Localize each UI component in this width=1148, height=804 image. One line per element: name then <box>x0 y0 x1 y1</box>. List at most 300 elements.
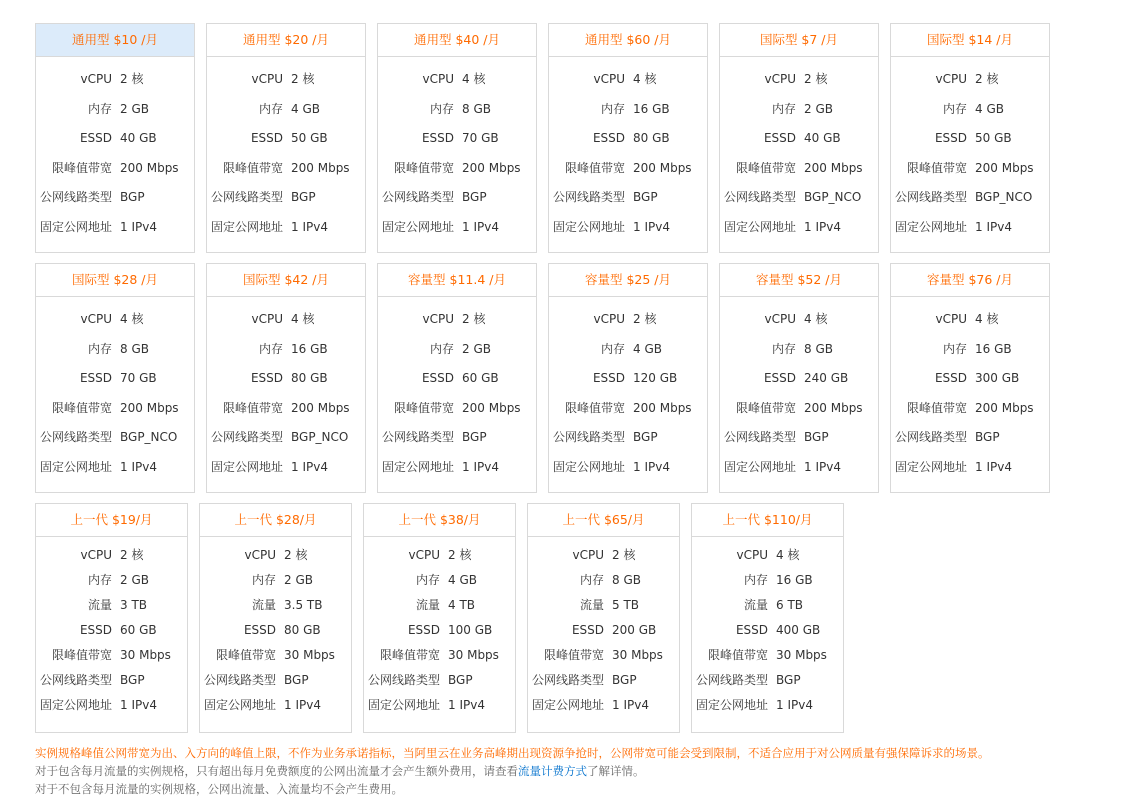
plan-card[interactable] <box>377 23 537 253</box>
spec-row <box>720 154 878 184</box>
spec-label: 流量 <box>415 598 440 612</box>
spec-value: 2 核 <box>120 548 144 562</box>
spec-row <box>36 95 194 125</box>
spec-value: 4 核 <box>462 72 486 86</box>
plan-card[interactable] <box>548 263 708 493</box>
spec-row <box>891 394 1049 424</box>
spec-value: 1 IPv4 <box>633 219 670 234</box>
spec-row <box>891 124 1049 154</box>
spec-label: ESSD <box>592 131 625 145</box>
plan-row-2 <box>35 263 1061 493</box>
spec-row <box>891 65 1049 95</box>
spec-row <box>720 213 878 243</box>
spec-row <box>692 693 843 718</box>
spec-label: 流量 <box>579 598 604 612</box>
plan-specs <box>378 57 536 242</box>
spec-label: 公网线路类型 <box>367 673 440 687</box>
spec-label: 限峰值带宽 <box>393 160 454 175</box>
spec-value: BGP <box>291 190 316 204</box>
spec-value: 8 GB <box>804 341 833 356</box>
spec-value: 200 Mbps <box>120 400 179 415</box>
spec-value: 1 IPv4 <box>612 698 649 712</box>
spec-label: 公网线路类型 <box>894 430 967 444</box>
spec-value: 2 核 <box>612 548 636 562</box>
spec-row <box>549 305 707 335</box>
spec-label: vCPU <box>408 548 440 562</box>
plan-price-title: 上一代 $110/月 <box>692 504 843 537</box>
spec-row <box>364 593 515 618</box>
spec-label: vCPU <box>80 312 112 326</box>
spec-value: 30 Mbps <box>284 648 335 662</box>
spec-label: 限峰值带宽 <box>379 648 440 662</box>
spec-value: 1 IPv4 <box>291 219 328 234</box>
spec-value: 70 GB <box>120 371 157 385</box>
spec-row <box>36 543 187 568</box>
plan-card[interactable] <box>719 263 879 493</box>
spec-label: 流量 <box>251 598 276 612</box>
spec-label: 限峰值带宽 <box>51 160 112 175</box>
spec-label: 内存 <box>429 101 454 116</box>
spec-row <box>200 668 351 693</box>
spec-row <box>36 618 187 643</box>
spec-label: vCPU <box>244 548 276 562</box>
spec-row <box>378 95 536 125</box>
spec-row <box>364 568 515 593</box>
spec-row <box>720 124 878 154</box>
spec-label: 公网线路类型 <box>552 430 625 444</box>
spec-value: 2 GB <box>120 573 149 587</box>
plan-price-title: 上一代 $65/月 <box>528 504 679 537</box>
spec-row <box>378 394 536 424</box>
spec-row <box>36 453 194 483</box>
spec-label: 固定公网地址 <box>367 698 440 712</box>
spec-row <box>36 693 187 718</box>
spec-label: 公网线路类型 <box>723 430 796 444</box>
spec-value: 240 GB <box>804 371 849 385</box>
spec-label: ESSD <box>243 623 276 637</box>
spec-row <box>200 618 351 643</box>
plan-card[interactable] <box>35 23 195 253</box>
spec-value: 200 Mbps <box>804 160 863 175</box>
spec-row <box>720 335 878 365</box>
spec-value: BGP <box>284 673 309 687</box>
spec-row <box>692 543 843 568</box>
spec-value: BGP <box>120 673 145 687</box>
spec-value: 1 IPv4 <box>633 459 670 474</box>
spec-row <box>207 453 365 483</box>
spec-label: 公网线路类型 <box>723 190 796 204</box>
spec-value: 400 GB <box>776 623 821 637</box>
spec-label: 内存 <box>87 341 112 356</box>
spec-label: 限峰值带宽 <box>735 400 796 415</box>
spec-value: 8 GB <box>462 101 491 116</box>
plan-card[interactable] <box>199 503 352 733</box>
spec-label: ESSD <box>79 131 112 145</box>
spec-label: vCPU <box>422 312 454 326</box>
plan-specs <box>200 537 351 718</box>
spec-row <box>692 568 843 593</box>
spec-row <box>891 183 1049 213</box>
spec-value: 2 核 <box>462 312 486 326</box>
spec-row <box>692 643 843 668</box>
spec-row <box>200 543 351 568</box>
spec-row <box>720 394 878 424</box>
plan-card[interactable] <box>691 503 844 733</box>
plan-specs <box>36 57 194 242</box>
spec-value: 200 Mbps <box>633 160 692 175</box>
spec-row <box>549 95 707 125</box>
spec-label: 公网线路类型 <box>552 190 625 204</box>
spec-label: ESSD <box>250 131 283 145</box>
spec-row <box>36 335 194 365</box>
spec-row <box>720 305 878 335</box>
traffic-billing-note <box>35 762 1135 780</box>
spec-row <box>207 213 365 243</box>
spec-label: 公网线路类型 <box>210 190 283 204</box>
plan-price-title: 上一代 $28/月 <box>200 504 351 537</box>
spec-value: 4 核 <box>291 312 315 326</box>
traffic-note-prefix: 对于包含每月流量的实例规格，只有超出每月免费额度的公网出流量才会产生额外费用，请查看 <box>35 764 518 778</box>
spec-label: 公网线路类型 <box>39 673 112 687</box>
spec-value: 200 Mbps <box>462 160 521 175</box>
spec-value: 200 Mbps <box>120 160 179 175</box>
spec-label: vCPU <box>80 72 112 86</box>
spec-label: 内存 <box>251 573 276 587</box>
traffic-note-suffix: 了解详情。 <box>587 764 645 778</box>
spec-value: 100 GB <box>448 623 493 637</box>
spec-row <box>549 423 707 453</box>
spec-value: 2 核 <box>975 72 999 86</box>
spec-label: 公网线路类型 <box>695 673 768 687</box>
spec-row <box>36 364 194 394</box>
spec-label: 公网线路类型 <box>531 673 604 687</box>
plan-card[interactable] <box>35 263 195 493</box>
spec-value: 30 Mbps <box>776 648 827 662</box>
spec-row <box>200 593 351 618</box>
spec-label: 公网线路类型 <box>381 430 454 444</box>
spec-row <box>378 154 536 184</box>
spec-label: ESSD <box>407 623 440 637</box>
spec-value: 30 Mbps <box>120 648 171 662</box>
plan-specs <box>692 537 843 718</box>
spec-row <box>528 543 679 568</box>
spec-row <box>207 95 365 125</box>
spec-value: BGP <box>462 430 487 444</box>
spec-row <box>891 335 1049 365</box>
spec-label: ESSD <box>421 131 454 145</box>
spec-row <box>549 364 707 394</box>
spec-row <box>378 453 536 483</box>
plan-price-title: 通用型 $20 /月 <box>207 24 365 57</box>
spec-label: vCPU <box>251 72 283 86</box>
plan-card[interactable] <box>890 263 1050 493</box>
spec-value: 1 IPv4 <box>284 698 321 712</box>
plan-specs <box>207 297 365 482</box>
spec-value: 2 GB <box>462 341 491 356</box>
spec-row <box>549 65 707 95</box>
spec-label: 限峰值带宽 <box>707 648 768 662</box>
spec-label: 固定公网地址 <box>381 459 454 474</box>
spec-value: 1 IPv4 <box>975 459 1012 474</box>
footnotes <box>35 744 1135 798</box>
plan-price-title: 通用型 $40 /月 <box>378 24 536 57</box>
spec-label: 内存 <box>771 341 796 356</box>
spec-row <box>720 183 878 213</box>
spec-value: 8 GB <box>612 573 641 587</box>
plan-price-title: 国际型 $42 /月 <box>207 264 365 297</box>
spec-value: BGP <box>120 190 145 204</box>
spec-row <box>891 423 1049 453</box>
spec-label: 限峰值带宽 <box>735 160 796 175</box>
spec-row <box>378 213 536 243</box>
spec-row <box>36 65 194 95</box>
spec-label: 限峰值带宽 <box>51 648 112 662</box>
plan-price-title: 国际型 $7 /月 <box>720 24 878 57</box>
plan-specs <box>549 297 707 482</box>
spec-label: vCPU <box>935 312 967 326</box>
spec-value: 1 IPv4 <box>120 219 157 234</box>
spec-label: 固定公网地址 <box>894 459 967 474</box>
plan-specs <box>720 57 878 242</box>
spec-row <box>36 394 194 424</box>
spec-value: BGP_NCO <box>804 190 862 204</box>
spec-label: ESSD <box>934 131 967 145</box>
plan-card[interactable] <box>206 23 366 253</box>
spec-value: 80 GB <box>291 371 328 385</box>
spec-label: 固定公网地址 <box>552 219 625 234</box>
spec-label: vCPU <box>736 548 768 562</box>
spec-row <box>692 668 843 693</box>
spec-row <box>528 668 679 693</box>
spec-value: 70 GB <box>462 131 499 145</box>
spec-value: 30 Mbps <box>612 648 663 662</box>
spec-value: 16 GB <box>291 341 328 356</box>
plan-card[interactable] <box>206 263 366 493</box>
spec-label: 限峰值带宽 <box>215 648 276 662</box>
spec-label: ESSD <box>250 371 283 385</box>
spec-label: 固定公网地址 <box>39 459 112 474</box>
no-traffic-note: 对于不包含每月流量的实例规格，公网出流量、入流量均不会产生费用。 <box>35 782 403 796</box>
spec-label: 固定公网地址 <box>203 698 276 712</box>
spec-row <box>36 643 187 668</box>
spec-value: 50 GB <box>291 131 328 145</box>
plan-specs <box>364 537 515 718</box>
spec-value: 4 核 <box>975 312 999 326</box>
spec-value: 2 核 <box>291 72 315 86</box>
spec-label: 固定公网地址 <box>210 219 283 234</box>
plan-card[interactable] <box>377 263 537 493</box>
spec-label: ESSD <box>79 623 112 637</box>
spec-value: 200 Mbps <box>291 160 350 175</box>
spec-value: 2 GB <box>284 573 313 587</box>
spec-label: ESSD <box>421 371 454 385</box>
spec-value: 120 GB <box>633 371 678 385</box>
spec-value: BGP <box>975 430 1000 444</box>
plan-row-3 <box>35 503 855 733</box>
plan-price-title: 容量型 $11.4 /月 <box>378 264 536 297</box>
spec-value: 50 GB <box>975 131 1012 145</box>
plan-card[interactable] <box>719 23 879 253</box>
spec-value: 4 GB <box>975 101 1004 116</box>
spec-row <box>364 543 515 568</box>
spec-label: vCPU <box>572 548 604 562</box>
spec-row <box>207 423 365 453</box>
spec-label: 限峰值带宽 <box>393 400 454 415</box>
plan-specs <box>891 57 1049 242</box>
spec-label: 固定公网地址 <box>695 698 768 712</box>
spec-row <box>720 453 878 483</box>
spec-row <box>549 394 707 424</box>
spec-value: 300 GB <box>975 371 1020 385</box>
spec-label: 固定公网地址 <box>552 459 625 474</box>
spec-value: 1 IPv4 <box>804 219 841 234</box>
spec-value: 4 TB <box>448 598 476 612</box>
spec-value: 6 TB <box>776 598 804 612</box>
spec-label: 限峰值带宽 <box>564 400 625 415</box>
spec-label: vCPU <box>593 312 625 326</box>
spec-label: 固定公网地址 <box>381 219 454 234</box>
traffic-billing-link[interactable]: 流量计费方式 <box>518 764 587 778</box>
plan-price-title: 通用型 $10 /月 <box>36 24 194 57</box>
spec-row <box>549 335 707 365</box>
spec-row <box>720 423 878 453</box>
spec-row <box>207 124 365 154</box>
spec-label: ESSD <box>934 371 967 385</box>
plan-price-title: 容量型 $52 /月 <box>720 264 878 297</box>
spec-row <box>378 364 536 394</box>
spec-value: 2 核 <box>804 72 828 86</box>
spec-value: 80 GB <box>284 623 321 637</box>
spec-value: 4 核 <box>804 312 828 326</box>
spec-value: 2 GB <box>120 101 149 116</box>
spec-row <box>207 65 365 95</box>
plan-specs <box>549 57 707 242</box>
plan-price-title: 上一代 $38/月 <box>364 504 515 537</box>
spec-row <box>36 305 194 335</box>
spec-label: 流量 <box>87 598 112 612</box>
spec-label: 内存 <box>415 573 440 587</box>
spec-value: BGP <box>633 190 658 204</box>
spec-value: BGP_NCO <box>975 190 1033 204</box>
spec-value: 4 核 <box>633 72 657 86</box>
spec-value: 30 Mbps <box>448 648 499 662</box>
spec-label: 限峰值带宽 <box>564 160 625 175</box>
spec-row <box>720 364 878 394</box>
spec-row <box>200 643 351 668</box>
spec-row <box>378 335 536 365</box>
spec-label: ESSD <box>571 623 604 637</box>
spec-label: 公网线路类型 <box>39 430 112 444</box>
spec-row <box>364 643 515 668</box>
spec-row <box>36 154 194 184</box>
spec-label: 限峰值带宽 <box>51 400 112 415</box>
plan-price-title: 容量型 $25 /月 <box>549 264 707 297</box>
spec-label: 内存 <box>429 341 454 356</box>
spec-label: 限峰值带宽 <box>543 648 604 662</box>
plan-specs <box>36 297 194 482</box>
spec-label: 内存 <box>942 341 967 356</box>
spec-label: 限峰值带宽 <box>906 400 967 415</box>
spec-value: 4 GB <box>291 101 320 116</box>
spec-value: 1 IPv4 <box>776 698 813 712</box>
spec-label: 流量 <box>743 598 768 612</box>
spec-value: BGP_NCO <box>120 430 178 444</box>
spec-row <box>891 305 1049 335</box>
plan-card[interactable] <box>890 23 1050 253</box>
spec-label: 内存 <box>87 573 112 587</box>
spec-value: 200 Mbps <box>633 400 692 415</box>
spec-value: 1 IPv4 <box>120 459 157 474</box>
spec-value: 80 GB <box>633 131 670 145</box>
spec-value: 1 IPv4 <box>448 698 485 712</box>
spec-row <box>207 305 365 335</box>
spec-label: 内存 <box>258 101 283 116</box>
spec-row <box>891 95 1049 125</box>
spec-row <box>36 568 187 593</box>
plan-card[interactable] <box>363 503 516 733</box>
spec-row <box>378 65 536 95</box>
spec-value: 200 Mbps <box>291 400 350 415</box>
spec-value: 2 核 <box>120 72 144 86</box>
spec-row <box>36 124 194 154</box>
spec-row <box>720 95 878 125</box>
spec-row <box>200 568 351 593</box>
spec-label: 公网线路类型 <box>203 673 276 687</box>
spec-value: 1 IPv4 <box>975 219 1012 234</box>
plan-specs <box>720 297 878 482</box>
spec-row <box>528 593 679 618</box>
spec-value: 3 TB <box>120 598 148 612</box>
spec-label: vCPU <box>764 312 796 326</box>
spec-label: vCPU <box>80 548 112 562</box>
plan-card[interactable] <box>527 503 680 733</box>
spec-label: 固定公网地址 <box>39 698 112 712</box>
bandwidth-warning-note: 实例规格峰值公网带宽为出、入方向的峰值上限，不作为业务承诺指标，当阿里云在业务高峰期出现资源争抢时，公网带宽可能会受到限制，不适合应用于对公网质量有强保障诉求的场景。 <box>35 746 990 760</box>
spec-label: 固定公网地址 <box>39 219 112 234</box>
spec-row <box>364 693 515 718</box>
spec-value: 1 IPv4 <box>120 698 157 712</box>
spec-label: vCPU <box>764 72 796 86</box>
spec-row <box>528 618 679 643</box>
spec-label: 固定公网地址 <box>531 698 604 712</box>
spec-row <box>692 618 843 643</box>
spec-row <box>549 453 707 483</box>
spec-value: 60 GB <box>120 623 157 637</box>
spec-row <box>36 183 194 213</box>
spec-row <box>891 453 1049 483</box>
spec-row <box>378 305 536 335</box>
spec-label: 固定公网地址 <box>210 459 283 474</box>
spec-row <box>891 154 1049 184</box>
plan-card[interactable] <box>35 503 188 733</box>
spec-row <box>891 213 1049 243</box>
spec-label: 内存 <box>600 101 625 116</box>
plan-price-title: 通用型 $60 /月 <box>549 24 707 57</box>
spec-label: 公网线路类型 <box>894 190 967 204</box>
spec-value: 4 GB <box>633 341 662 356</box>
spec-value: 60 GB <box>462 371 499 385</box>
plan-price-title: 容量型 $76 /月 <box>891 264 1049 297</box>
plan-row-1 <box>35 23 1061 253</box>
spec-value: 2 核 <box>448 548 472 562</box>
spec-row <box>36 668 187 693</box>
plan-specs <box>891 297 1049 482</box>
spec-value: 16 GB <box>975 341 1012 356</box>
spec-value: 2 核 <box>284 548 308 562</box>
spec-row <box>207 335 365 365</box>
plan-card[interactable] <box>548 23 708 253</box>
plan-specs <box>528 537 679 718</box>
